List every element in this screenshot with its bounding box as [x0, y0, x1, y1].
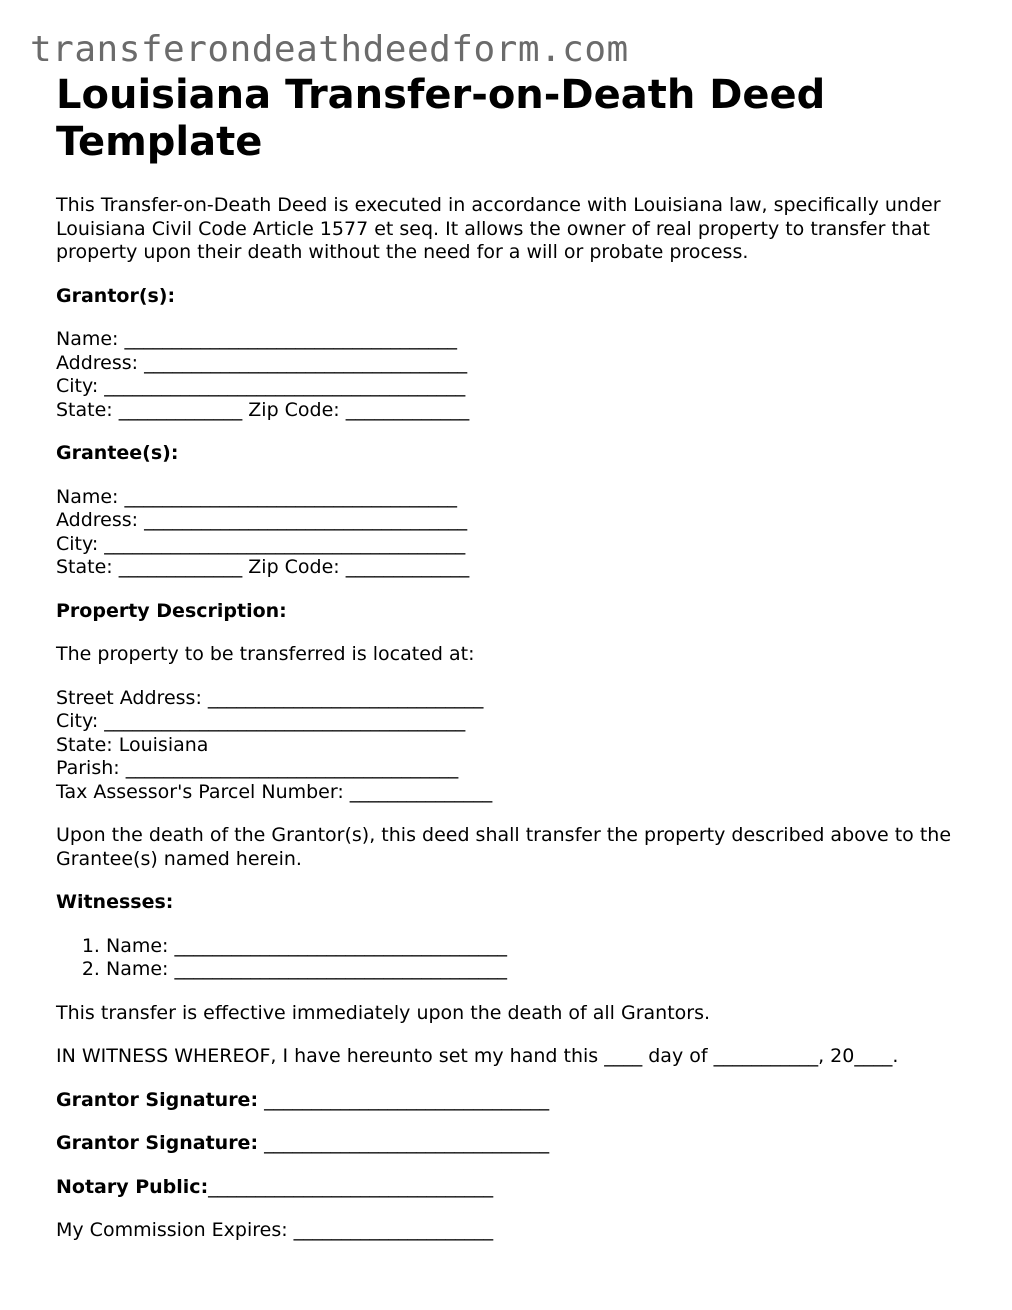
property-city-field[interactable]: City: ______________________________________ [56, 710, 466, 732]
grantor-signature-2[interactable] [56, 1132, 956, 1156]
witness-1-name-field[interactable]: 1. Name: ___________________________________ [106, 935, 956, 959]
property-lead: The property to be transferred is located at: [56, 643, 475, 665]
transfer-clause: Upon the death of the Grantor(s), this deed shall transfer the property described above to the Grantee(s) named herein. [56, 824, 952, 870]
grantee-state-zip-field[interactable]: State: _____________ Zip Code: _____________ [56, 556, 470, 578]
property-heading: Property Description: [56, 599, 287, 622]
witness-2-name-field[interactable]: 2. Name: ___________________________________ [106, 958, 956, 982]
witness-list [56, 935, 956, 982]
property-parcel-field[interactable]: Tax Assessor's Parcel Number: _______________ [56, 780, 493, 803]
grantees-fields [56, 486, 956, 580]
grantors-fields [56, 328, 956, 422]
property-street-field[interactable]: Street Address: _____________________________ [56, 686, 484, 709]
grantor-city-field[interactable]: City: ______________________________________ [56, 375, 466, 397]
grantor-signature-2-label: Grantor Signature: [56, 1132, 259, 1154]
document-page [56, 72, 956, 1243]
grantees-heading: Grantee(s): [56, 442, 179, 464]
notary-public-line[interactable]: ______________________________ [208, 1175, 494, 1198]
commission-expires-field[interactable]: My Commission Expires: _____________________ [56, 1219, 494, 1241]
intro-paragraph: This Transfer-on-Death Deed is executed in accordance with Louisiana law, specifically under Louisiana Civil Code Article 1577 et seq. It allows the owner of real property to transfer that property upon their death without the need for a will or probate process. [56, 194, 941, 263]
notary-public-label: Notary Public: [56, 1175, 209, 1198]
grantor-state-zip-field[interactable]: State: _____________ Zip Code: _____________ [56, 398, 470, 421]
watermark: transferondeathdeedform.com [30, 29, 629, 70]
grantor-signature-1-line[interactable]: ______________________________ [258, 1088, 550, 1111]
grantee-address-field[interactable]: Address: __________________________________ [56, 509, 468, 531]
grantor-signature-2-line[interactable]: ______________________________ [258, 1132, 550, 1154]
grantors-heading: Grantor(s): [56, 284, 176, 307]
property-fields [56, 687, 956, 805]
effective-clause: This transfer is effective immediately upon the death of all Grantors. [56, 1001, 711, 1024]
grantee-name-field[interactable]: Name: ___________________________________ [56, 485, 457, 508]
grantor-name-field[interactable]: Name: ___________________________________ [56, 328, 457, 350]
grantor-signature-1-label: Grantor Signature: [56, 1088, 259, 1111]
witnesses-heading: Witnesses: [56, 891, 174, 913]
notary-public[interactable] [56, 1176, 956, 1200]
property-parish-field[interactable]: Parish: ___________________________________ [56, 757, 459, 779]
witness-whereof-clause[interactable]: IN WITNESS WHEREOF, I have hereunto set my hand this ____ day of ___________, 20____. [56, 1045, 899, 1067]
grantor-address-field[interactable]: Address: __________________________________ [56, 351, 468, 374]
grantee-city-field[interactable]: City: ______________________________________ [56, 532, 466, 555]
property-state: State: Louisiana [56, 733, 209, 756]
grantor-signature-1[interactable] [56, 1089, 956, 1113]
document-title: Louisiana Transfer-on-Death Deed Template [56, 72, 826, 165]
